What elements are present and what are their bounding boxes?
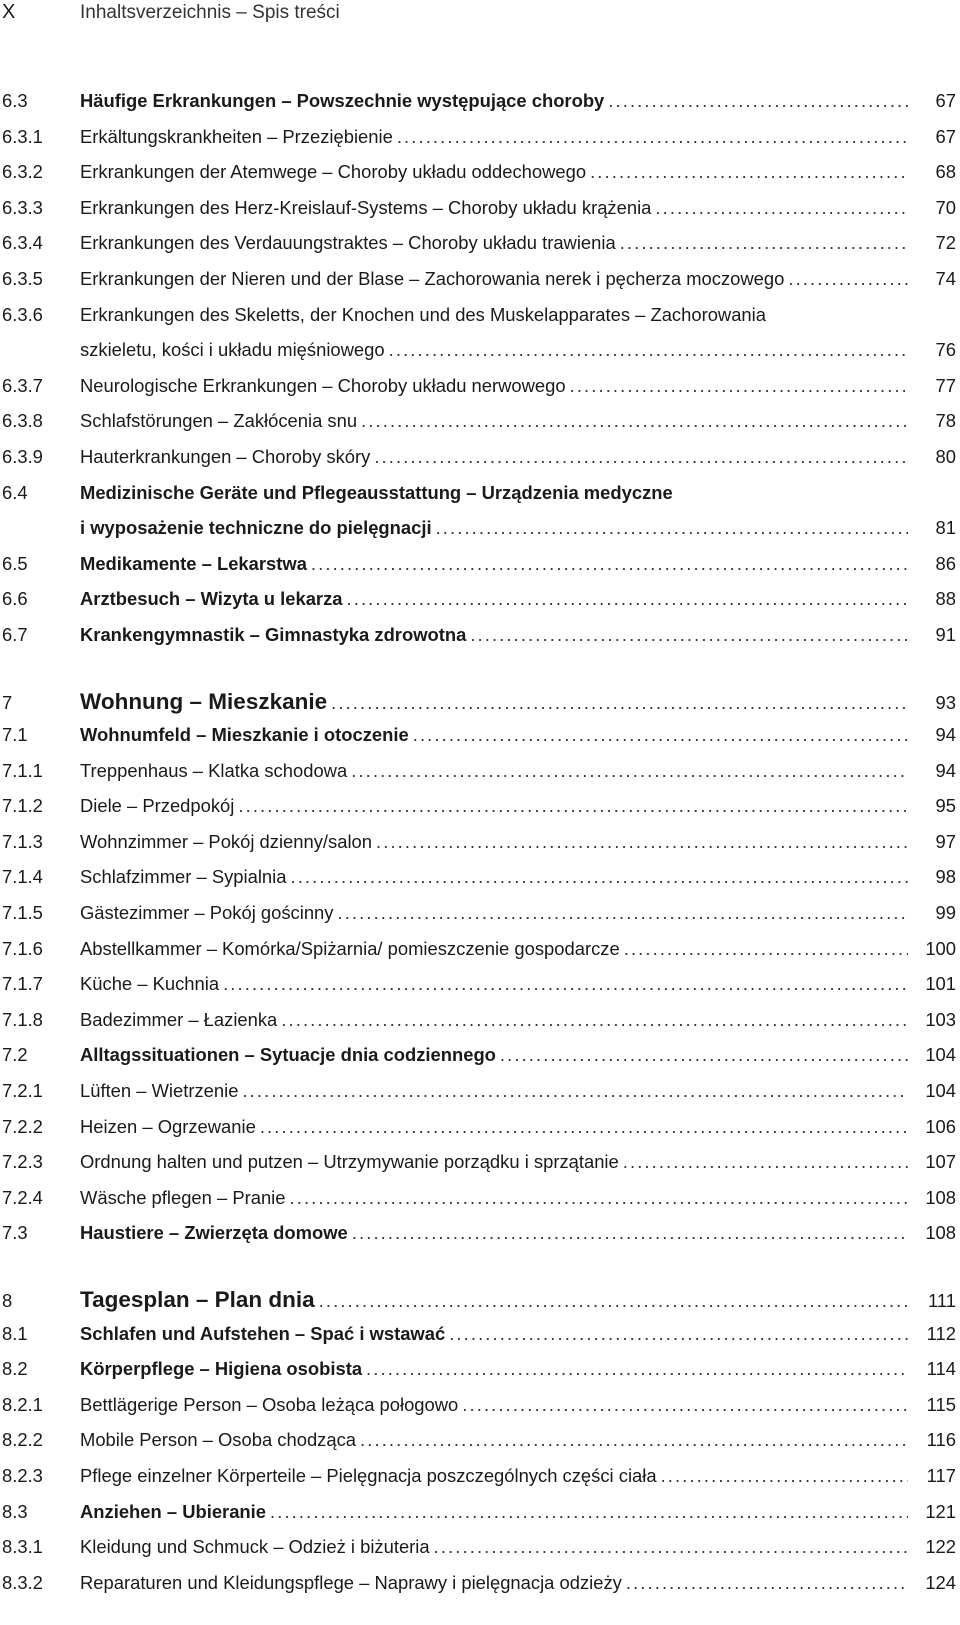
toc-entry-page[interactable]: 103 [925,1008,956,1030]
toc-entry-page[interactable]: 112 [926,1322,956,1344]
toc-entry-title[interactable]: Erkrankungen des Verdauungstraktes – Choroby układu trawienia [80,232,616,254]
toc-entry-number: 8 [2,1290,13,1311]
toc-entry-number: 8.2.1 [2,1393,43,1415]
toc-entry-number: 7.2 [2,1044,28,1066]
toc-entry[interactable] [0,1044,960,1080]
toc-entry[interactable] [0,588,960,624]
toc-entry-title[interactable]: Diele – Przedpokój [80,795,235,817]
toc-entry-title[interactable]: Erkrankungen des Herz-Kreislauf-Systems – Choroby układu krążenia [80,196,652,218]
dot-leader [337,902,908,924]
toc-entry-page[interactable]: 94 [935,759,956,781]
toc-entry-number: 7.2.4 [2,1186,43,1208]
toc-entry-page[interactable]: 74 [935,267,956,289]
toc-entry[interactable] [0,1465,960,1501]
toc-entry[interactable] [0,1151,960,1187]
toc-entry-number: 7.1.7 [2,973,43,995]
toc-entry-number: 8.1 [2,1322,28,1344]
toc-entry-title[interactable]: Lüften – Wietrzenie [80,1080,239,1102]
page-number: X [2,1,16,23]
toc-entry-title[interactable]: Arztbesuch – Wizyta u lekarza [80,588,343,610]
toc-entry[interactable] [0,1536,960,1572]
toc-entry-page[interactable]: 108 [925,1186,956,1208]
dot-leader [331,692,908,714]
toc-entry-number: 7.1.8 [2,1008,43,1030]
toc-entry-title[interactable]: Kleidung und Schmuck – Odzież i biżuteria [80,1536,430,1558]
toc-entry-title[interactable]: Badezimmer – Łazienka [80,1008,278,1030]
toc-entry-page[interactable]: 104 [925,1044,956,1066]
dot-leader [655,197,908,219]
dot-leader [366,1358,908,1380]
toc-entry-title[interactable]: Erkältungskrankheiten – Przeziębienie [80,125,393,147]
toc-entry[interactable] [0,1572,960,1608]
toc-entry-number: 7.1.5 [2,902,43,924]
dot-leader [260,1116,908,1138]
toc-entry-title[interactable]: Häufige Erkrankungen – Powszechnie występujące choroby [80,90,605,111]
toc-entry-number: 7 [2,691,13,713]
dot-leader [608,90,908,112]
toc-entry-page[interactable]: 124 [925,1571,956,1593]
dot-leader [347,588,909,610]
toc-entry-title[interactable]: Medikamente – Lekarstwa [80,552,307,574]
toc-entry-number: 6.3.5 [2,267,43,289]
toc-entry-title[interactable]: Wohnung – Mieszkanie [80,688,328,714]
toc-entry-number: 6.3.2 [2,161,43,183]
toc-entry[interactable] [0,197,960,233]
dot-leader [626,1572,908,1594]
toc-entry-page[interactable]: 115 [926,1393,956,1415]
toc-entry-title[interactable]: Abstellkammer – Komórka/Spiżarnia/ pomieszczenie gospodarcze [80,937,620,959]
toc-entry-title[interactable]: Schlafzimmer – Sypialnia [80,866,287,888]
toc-entry-page[interactable]: 107 [925,1151,956,1173]
toc-entry-number: 7.1.1 [2,759,43,781]
toc-entry[interactable] [0,1394,960,1430]
toc-entry-title[interactable]: Erkrankungen der Nieren und der Blase – Zachorowania nerek i pęcherza moczowego [80,267,785,289]
toc-entry-page[interactable]: 94 [935,724,956,746]
toc-entry-number: 8.3 [2,1500,28,1522]
table-of-contents [0,90,960,1607]
toc-entry-title[interactable]: Medizinische Geräte und Pflegeausstattung – Urządzenia medyczne [80,481,673,503]
toc-entry[interactable] [0,1222,960,1258]
toc-entry-title[interactable]: Neurologische Erkrankungen – Choroby układu nerwowego [80,374,566,396]
toc-entry-title[interactable]: Erkrankungen des Skeletts, der Knochen und des Muskelapparates – Zachorowania [80,303,766,325]
dot-leader [462,1394,908,1416]
toc-entry-page[interactable]: 117 [926,1464,956,1486]
toc-entry-page[interactable]: 104 [925,1080,956,1102]
toc-entry-number: 7.3 [2,1222,28,1244]
toc-entry-title[interactable]: Reparaturen und Kleidungspflege – Naprawy i pielęgnacja odzieży [80,1571,622,1593]
toc-entry[interactable] [0,902,960,938]
toc-entry-page[interactable]: 70 [935,196,956,218]
toc-entry-number: 6.7 [2,623,28,645]
toc-entry-page[interactable]: 80 [935,445,956,467]
toc-entry-number: 6.3.1 [2,125,43,147]
toc-entry-number: 6.3.8 [2,410,43,432]
toc-entry-title[interactable]: Küche – Kuchnia [80,973,220,995]
toc-entry-number: 7.2.2 [2,1115,43,1137]
toc-entry[interactable] [0,795,960,831]
toc-entry-title[interactable]: Ordnung halten und putzen – Utrzymywanie porządku i sprzątanie [80,1151,619,1173]
toc-entry-title[interactable]: i wyposażenie techniczne do pielęgnacji [80,517,432,539]
toc-entry-title[interactable]: szkieletu, kości i układu mięśniowego [80,339,385,361]
toc-entry[interactable] [0,1187,960,1223]
toc-entry[interactable] [0,339,960,375]
toc-entry[interactable] [0,1009,960,1045]
dot-leader [389,339,908,361]
dot-leader [413,724,908,746]
toc-entry-title[interactable]: Wohnumfeld – Mieszkanie i otoczenie [80,724,409,746]
toc-entry-number: 6.3.4 [2,232,43,254]
toc-entry-number: 7.2.3 [2,1151,43,1173]
toc-entry-title[interactable]: Wohnzimmer – Pokój dzienny/salon [80,830,373,852]
toc-entry-number: 6.6 [2,588,28,610]
toc-entry[interactable] [0,446,960,482]
toc-entry-title[interactable]: Gästezimmer – Pokój gościnny [80,902,334,924]
toc-entry-number: 6.3.9 [2,445,43,467]
dot-leader [223,973,908,995]
toc-entry-page[interactable]: 97 [935,830,956,852]
toc-entry-page[interactable]: 95 [935,795,956,817]
dot-leader [281,1009,908,1031]
dot-leader [290,866,908,888]
toc-entry-page[interactable]: 116 [926,1429,956,1451]
dot-leader [361,410,908,432]
toc-entry-number: 6.4 [2,481,28,503]
toc-entry[interactable] [0,1323,960,1359]
toc-entry-number: 8.2.2 [2,1429,43,1451]
toc-entry[interactable] [0,689,960,725]
toc-entry[interactable] [0,831,960,867]
toc-entry-page[interactable]: 68 [935,161,956,183]
dot-leader [376,831,908,853]
toc-entry[interactable] [0,938,960,974]
running-header [0,0,960,30]
toc-entry-title[interactable]: Treppenhaus – Klatka schodowa [80,759,348,781]
toc-entry[interactable] [0,268,960,304]
toc-entry-number: 6.3.3 [2,196,43,218]
dot-leader [624,938,908,960]
toc-entry[interactable] [0,624,960,660]
toc-entry-number: 8.2.3 [2,1464,43,1486]
toc-entry-title[interactable]: Körperpflege – Higiena osobista [80,1358,363,1380]
toc-entry-page[interactable]: 86 [935,552,956,574]
toc-entry-page[interactable]: 122 [925,1536,956,1558]
toc-entry[interactable] [0,760,960,796]
toc-entry[interactable] [0,482,960,518]
running-title: Inhaltsverzeichnis – Spis treści [80,2,340,23]
toc-entry-title[interactable]: Anziehen – Ubieranie [80,1500,266,1522]
toc-entry-number: 6.5 [2,552,28,574]
toc-entry-title[interactable]: Schlafstörungen – Zakłócenia snu [80,410,358,432]
dot-leader [290,1187,909,1209]
dot-leader [623,1151,908,1173]
toc-entry-page[interactable]: 108 [925,1222,956,1244]
toc-entry[interactable] [0,1429,960,1465]
toc-entry-title[interactable]: Alltagssituationen – Sytuacje dnia codziennego [80,1044,496,1066]
toc-entry-title[interactable]: Wäsche pflegen – Pranie [80,1186,286,1208]
toc-entry-page[interactable]: 93 [935,691,956,713]
toc-entry-page[interactable]: 77 [935,374,956,396]
dot-leader [590,161,908,183]
toc-entry[interactable] [0,90,960,126]
toc-entry-number: 7.2.1 [2,1080,43,1102]
toc-entry-page[interactable]: 67 [935,90,956,111]
toc-entry[interactable] [0,1116,960,1152]
toc-entry[interactable] [0,126,960,162]
dot-leader [434,1536,908,1558]
toc-entry[interactable] [0,866,960,902]
toc-entry[interactable] [0,517,960,553]
toc-entry-number: 8.2 [2,1358,28,1380]
toc-entry-page[interactable]: 111 [928,1290,956,1311]
toc-entry-title[interactable]: Heizen – Ogrzewanie [80,1115,256,1137]
toc-entry[interactable] [0,304,960,340]
toc-entry-number: 6.3.6 [2,303,43,325]
dot-leader [270,1501,908,1523]
dot-leader [661,1465,908,1487]
toc-entry-number: 6.3.7 [2,374,43,396]
toc-entry-title[interactable]: Tagesplan – Plan dnia [80,1287,315,1312]
toc-entry-number: 7.1 [2,724,28,746]
dot-leader [242,1080,908,1102]
toc-entry[interactable] [0,410,960,446]
toc-entry-page[interactable]: 78 [935,410,956,432]
dot-leader [351,760,908,782]
toc-entry[interactable] [0,1501,960,1537]
toc-entry-page[interactable]: 121 [925,1500,956,1522]
toc-entry-page[interactable]: 81 [935,517,956,539]
toc-entry-title[interactable]: Krankengymnastik – Gimnastyka zdrowotna [80,623,467,645]
toc-entry-title[interactable]: Pflege einzelner Körperteile – Pielęgnacja poszczególnych części ciała [80,1464,657,1486]
toc-entry[interactable] [0,724,960,760]
toc-entry-page[interactable]: 114 [926,1358,956,1380]
toc-entry[interactable] [0,1287,960,1323]
toc-entry-title[interactable]: Schlafen und Aufstehen – Spać i wstawać [80,1322,446,1344]
toc-entry[interactable] [0,161,960,197]
toc-entry-page[interactable]: 99 [935,902,956,924]
toc-entry-page[interactable]: 106 [925,1115,956,1137]
dot-leader [436,517,908,539]
toc-entry-title[interactable]: Erkrankungen der Atemwege – Choroby układu oddechowego [80,161,587,183]
toc-entry-number: 7.1.6 [2,937,43,959]
dot-leader [397,126,908,148]
toc-entry-number: 7.1.4 [2,866,43,888]
toc-entry-number: 8.3.1 [2,1536,43,1558]
dot-leader [374,446,908,468]
dot-leader [788,268,908,290]
dot-leader [620,232,908,254]
toc-entry-page[interactable]: 100 [925,937,956,959]
toc-entry-page[interactable]: 76 [935,339,956,361]
toc-entry[interactable] [0,375,960,411]
toc-entry-page[interactable]: 98 [935,866,956,888]
toc-entry[interactable] [0,973,960,1009]
dot-leader [470,624,908,646]
toc-entry-page[interactable]: 67 [935,125,956,147]
dot-leader [238,795,908,817]
toc-entry[interactable] [0,232,960,268]
toc-entry-number: 7.1.2 [2,795,43,817]
toc-entry-title[interactable]: Hauterkrankungen – Choroby skóry [80,445,371,467]
toc-entry-page[interactable]: 72 [935,232,956,254]
toc-entry[interactable] [0,553,960,589]
toc-entry-title[interactable]: Bettlägerige Person – Osoba leżąca połogowo [80,1393,459,1415]
dot-leader [311,553,908,575]
dot-leader [449,1323,908,1345]
toc-entry-title[interactable]: Mobile Person – Osoba chodząca [80,1429,357,1451]
toc-entry-page[interactable]: 101 [925,973,956,995]
toc-entry-number: 6.3 [2,90,28,111]
dot-leader [352,1222,908,1244]
toc-entry[interactable] [0,1358,960,1394]
toc-entry[interactable] [0,1080,960,1116]
toc-entry-title[interactable]: Haustiere – Zwierzęta domowe [80,1222,348,1244]
toc-entry-number: 7.1.3 [2,830,43,852]
dot-leader [319,1290,908,1312]
dot-leader [500,1044,908,1066]
toc-entry-page[interactable]: 88 [935,588,956,610]
toc-entry-number: 8.3.2 [2,1571,43,1593]
dot-leader [360,1429,908,1451]
dot-leader [570,375,908,397]
toc-entry-page[interactable]: 91 [935,623,956,645]
